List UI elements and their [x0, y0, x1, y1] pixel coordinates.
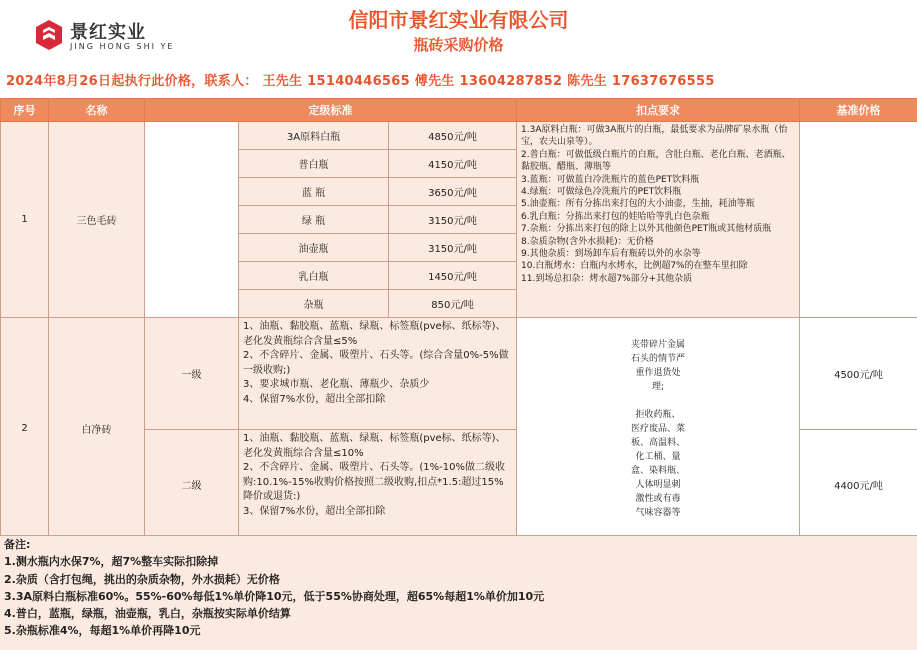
note-line: 4.普白，蓝瓶，绿瓶，油壶瓶，乳白，杂瓶按实际单价结算 [0, 605, 917, 622]
table-row [1, 122, 917, 150]
standard-line: 1、油瓶、黏胶瓶、蓝瓶、绿瓶、标签瓶(pve标、纸标等)、老化发黄瓶综合含量≤10% [243, 432, 512, 461]
standard-line: 2、不含碎片、金属、吸塑片、石头等。(1%-10%做二级收购:10.1%-15%收购价格按照二级收购,扣点*1.5:超过15%降价或退货:) [243, 461, 512, 505]
deduction-line: 11.到场总扣杂：烤水超7%部分+其他杂质 [521, 273, 795, 285]
table-row [1, 318, 917, 430]
deduction-line: 1.3A原料白瓶：可做3A瓶片的白瓶，最低要求为品牌矿泉水瓶（怡宝，农夫山泉等）。 [521, 124, 795, 149]
company-title: 信阳市景红实业有限公司 [0, 4, 917, 33]
deduction-line: 2.普白瓶：可做低级白瓶片的白瓶，含肚白瓶、老化白瓶、老酒瓶、黏胶瓶、醋瓶、薄瓶等 [521, 149, 795, 174]
standard-line: 1、油瓶、黏胶瓶、蓝瓶、绿瓶、标签瓶(pve标、纸标等)、老化发黄瓶综合含量≤5% [243, 320, 512, 349]
deduction-line: 6.乳白瓶：分拣出来打包的娃哈哈等乳白色杂瓶 [521, 211, 795, 223]
header-deduction: 扣点要求 [517, 99, 800, 122]
deduction-line: 10.白瓶烤水：白瓶内水烤水，比例超7%的在整车里扣除 [521, 260, 795, 272]
note-line: 2.杂质（含打包绳，挑出的杂质杂物，外水损耗）无价格 [0, 571, 917, 588]
deduction-line: 9.其他杂质：到场卸车后有瓶砖以外的水杂等 [521, 248, 795, 260]
group2-standard [239, 430, 517, 540]
standard-line: 3、要求城市瓶、老化瓶、薄瓶少、杂质少 [243, 378, 512, 393]
group1-price: 4150元/吨 [389, 150, 517, 178]
group1-price-blank [800, 122, 917, 318]
deduction-line: 石头的情节严 [517, 352, 799, 366]
group2-standard [239, 318, 517, 430]
note-line: 5.杂瓶标准4%，每超1%单价再降10元 [0, 622, 917, 639]
deduction-line: 7.杂瓶：分拣出来打包的除上以外其他颜色PET瓶或其他材质瓶 [521, 223, 795, 235]
deduction-line: 激性或有毒 [517, 492, 799, 506]
deduction-line: 3.蓝瓶：可做蓝白冷洗瓶片的蓝色PET饮料瓶 [521, 174, 795, 186]
group1-type: 蓝 瓶 [239, 178, 389, 206]
group1-type: 3A原料白瓶 [239, 122, 389, 150]
standard-line: 2、不含碎片、金属、吸塑片、石头等。(综合含量0%-5%做一级收购;) [243, 349, 512, 378]
deduction-line: 医疗废品、菜 [517, 422, 799, 436]
group1-type: 乳白瓶 [239, 262, 389, 290]
standard-line: 4、保留7%水份，超出全部扣除 [243, 393, 512, 408]
group1-spacer [145, 122, 239, 318]
group1-type: 油壶瓶 [239, 234, 389, 262]
note-line: 1.测水瓶内水保7%，超7%整车实际扣除掉 [0, 553, 917, 570]
group1-price: 3150元/吨 [389, 234, 517, 262]
group1-name: 三色毛砖 [49, 122, 145, 318]
page-header [0, 0, 917, 62]
deduction-line: 气味容器等 [517, 506, 799, 520]
group2-grade: 一级 [145, 318, 239, 430]
deduction-line: 5.油壶瓶：所有分拣出来打包的大小油壶，生抽，耗油等瓶 [521, 198, 795, 210]
contact-line: 2024年8月26日起执行此价格，联系人： 王先生 15140446565 傅先生 13604287852 陈先生 17637676555 [6, 70, 715, 89]
group1-price: 1450元/吨 [389, 262, 517, 290]
standard-line: 3、保留7%水份，超出全部扣除 [243, 505, 512, 520]
price-table [0, 98, 917, 540]
group1-price: 4850元/吨 [389, 122, 517, 150]
deduction-line: 重作退货处 [517, 366, 799, 380]
header-name: 名称 [49, 99, 145, 122]
group1-price: 3150元/吨 [389, 206, 517, 234]
group2-grade: 二级 [145, 430, 239, 540]
deduction-spacer [517, 394, 799, 408]
group2-seq: 2 [1, 318, 49, 540]
deduction-line: 理; [517, 380, 799, 394]
logo-cn-text: 景红实业 [70, 18, 146, 44]
header-price: 基准价格 [800, 99, 917, 122]
notes-title: 备注: [0, 536, 917, 553]
group2-name: 白净砖 [49, 318, 145, 540]
logo-en-text: JING HONG SHI YE [70, 42, 174, 51]
deduction-line: 夹带碎片金属 [517, 338, 799, 352]
deduction-line: 化工桶、量 [517, 450, 799, 464]
header-standard: 定级标准 [145, 99, 517, 122]
note-line: 3.3A原料白瓶标准60%。55%-60%每低1%单价降10元，低于55%协商处理，超65%每超1%单价加10元 [0, 588, 917, 605]
group1-type: 绿 瓶 [239, 206, 389, 234]
deduction-line: 人体明显刺 [517, 478, 799, 492]
group1-price: 850元/吨 [389, 290, 517, 318]
deduction-line: 8.杂质杂物(含外水损耗)：无价格 [521, 236, 795, 248]
group1-type: 普白瓶 [239, 150, 389, 178]
deduction-line: 板、高温料、 [517, 436, 799, 450]
group1-seq: 1 [1, 122, 49, 318]
group2-price: 4500元/吨 [800, 318, 917, 430]
page-subtitle: 瓶砖采购价格 [0, 34, 917, 55]
notes-section [0, 535, 917, 650]
group1-price: 3650元/吨 [389, 178, 517, 206]
deduction-line: 拒收药瓶、 [517, 408, 799, 422]
table-header-row [1, 99, 917, 122]
group1-type: 杂瓶 [239, 290, 389, 318]
header-seq: 序号 [1, 99, 49, 122]
group1-deduction [517, 122, 800, 318]
group2-deduction [517, 318, 800, 540]
deduction-line: 盒、染料瓶、 [517, 464, 799, 478]
deduction-line: 4.绿瓶：可做绿色冷洗瓶片的PET饮料瓶 [521, 186, 795, 198]
group2-price: 4400元/吨 [800, 430, 917, 540]
